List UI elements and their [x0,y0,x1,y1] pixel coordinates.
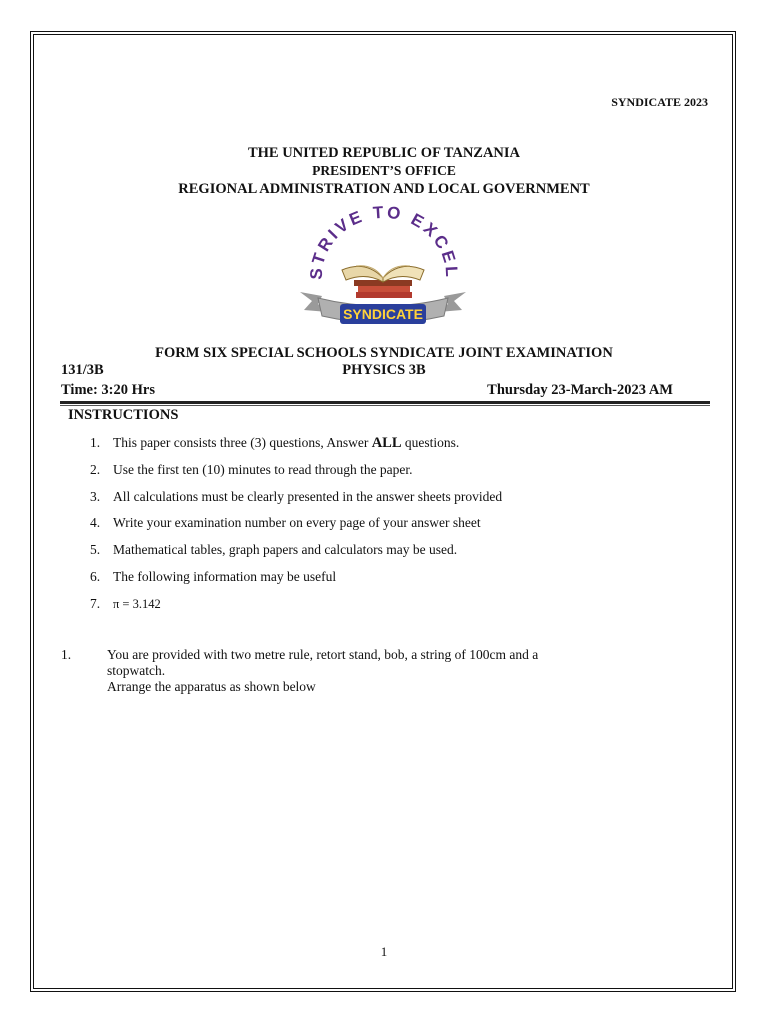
instruction-item [90,489,502,505]
instruction-text: The following information may be useful [113,569,337,584]
instruction-number: 4. [90,515,101,530]
instruction-text: Write your examination number on every page of your answer sheet [113,515,481,530]
instruction-number: 7. [90,596,101,611]
instruction-text: questions. [401,435,460,450]
page-number: 1 [380,944,388,959]
header-divider [60,401,710,404]
pi-value: π = 3.142 [113,597,161,611]
exam-title: FORM SIX SPECIAL SCHOOLS SYNDICATE JOINT EXAMINATION [155,345,613,361]
instruction-number: 6. [90,569,101,584]
instruction-item [90,462,413,478]
header-divider-thin [60,405,710,406]
instruction-text: Mathematical tables, graph papers and calculators may be used. [113,542,458,557]
question-text [107,647,627,695]
svg-text:STRIVE TO EXCEL [307,204,462,280]
exam-date: Thursday 23-March-2023 AM [487,382,673,398]
instruction-number: 2. [90,462,101,477]
exam-time: Time: 3:20 Hrs [61,382,155,398]
subject-title: PHYSICS 3B [342,362,426,378]
instruction-item [90,515,481,531]
question-number: 1. [61,647,72,662]
question-text-line: You are provided with two metre rule, retort stand, bob, a string of 100cm and a [107,647,539,662]
instruction-text: All calculations must be clearly presented in the answer sheets provided [113,489,503,504]
syndicate-year-label: SYNDICATE 2023 [611,95,708,109]
instruction-item [90,435,459,452]
question-text-line: Arrange the apparatus as shown below [107,679,316,694]
header-regional-admin: REGIONAL ADMINISTRATION AND LOCAL GOVERNMENT [178,181,590,197]
instruction-item [90,542,457,558]
paper-code: 131/3B [61,362,104,378]
instruction-number: 5. [90,542,101,557]
instructions-heading: INSTRUCTIONS [68,407,179,423]
logo-banner-text: SYNDICATE [343,306,423,322]
logo-arc-text: STRIVE TO EXCEL [306,204,462,281]
instruction-text: Use the first ten (10) minutes to read through the paper. [113,462,413,477]
instruction-number: 1. [90,435,101,450]
instruction-item [90,596,161,612]
instruction-number: 3. [90,489,101,504]
strive-to-excel-logo [294,204,472,334]
instruction-emphasis: ALL [371,435,402,451]
header-republic: THE UNITED REPUBLIC OF TANZANIA [247,145,521,161]
question-text-line: stopwatch. [107,663,166,678]
instruction-text: This paper consists three (3) questions, Answer [113,435,372,450]
header-presidents-office: PRESIDENT’S OFFICE [312,163,456,178]
instruction-item [90,569,336,585]
